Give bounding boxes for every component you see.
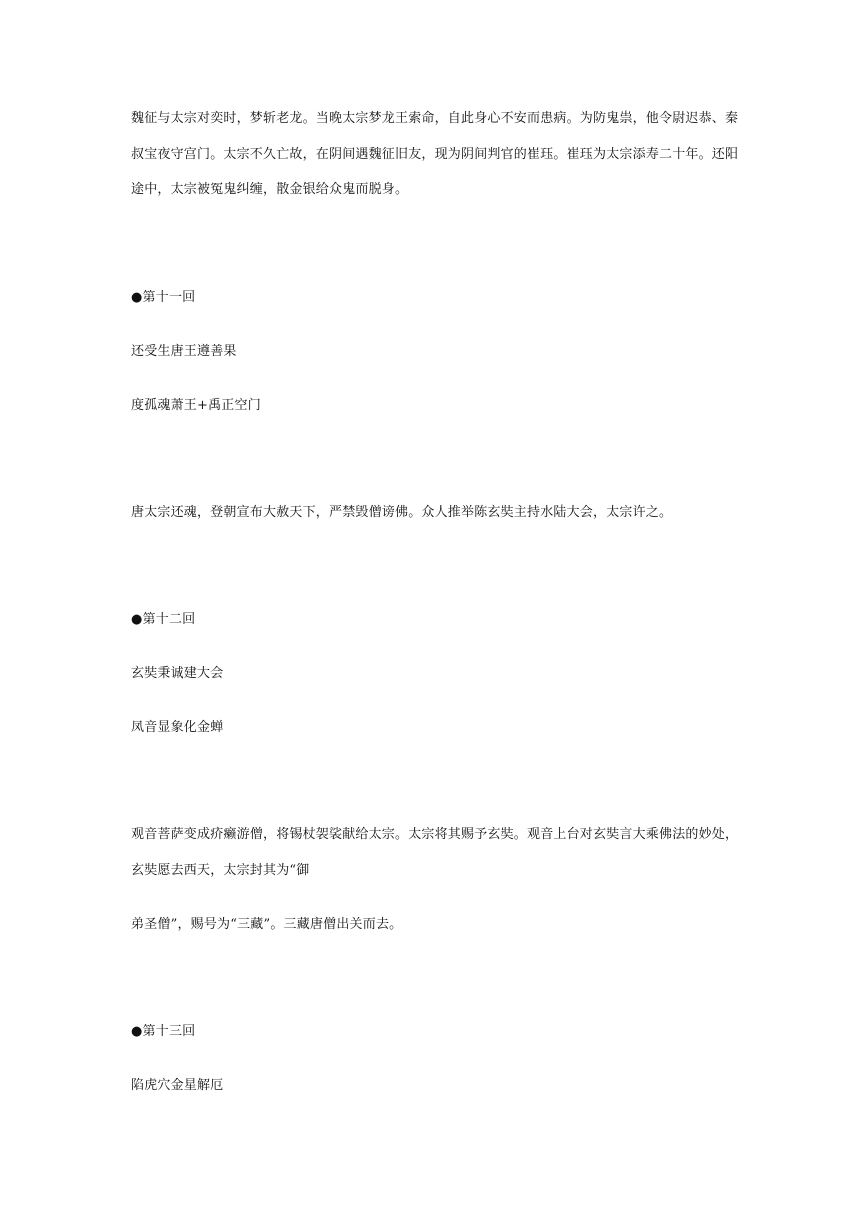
chapter-12-title-line-1: 玄奘秉诚建大会 [131,666,224,681]
chapter-13-title-line-1: 陷虎穴金星解厄 [131,1078,224,1093]
chapter-11-title-line-1: 还受生唐王遵善果 [131,344,237,359]
chapter-13-heading: ●第十三回 [131,1024,196,1039]
chapter-12-summary-line-2: 玄奘愿去西天，太宗封其为“御 [131,863,310,878]
paragraph-10-line-3: 途中，太宗被冤鬼纠缠，散金银给众鬼而脱身。 [131,182,409,197]
chapter-11-title-line-2: 度孤魂萧王+禹正空门 [131,398,261,413]
chapter-11-summary: 唐太宗还魂，登朝宣布大赦天下，严禁毁僧谤佛。众人推举陈玄奘主持水陆大会，太宗许之。 [131,505,673,520]
chapter-12-summary-line-1: 观音菩萨变成疥癞游僧，将锡杖袈裟献给太宗。太宗将其赐予玄奘。观音上台对玄奘言大乘佛法的妙处， [131,827,739,842]
paragraph-10-line-1: 魏征与太宗对奕时，梦斩老龙。当晚太宗梦龙王索命，自此身心不安而患病。为防鬼祟，他令尉迟恭、秦 [131,111,739,126]
chapter-11-heading: ●第十一回 [131,290,196,305]
paragraph-10-line-2: 叔宝夜守宫门。太宗不久亡故，在阴间遇魏征旧友，现为阴间判官的崔珏。崔珏为太宗添寿二十年。还阳 [131,147,739,162]
chapter-12-title-line-2: 凤音显象化金蝉 [131,720,224,735]
chapter-12-summary-line-3: 弟圣僧”，赐号为“三藏”。三藏唐僧出关而去。 [131,917,403,932]
chapter-12-heading: ●第十二回 [131,612,196,627]
